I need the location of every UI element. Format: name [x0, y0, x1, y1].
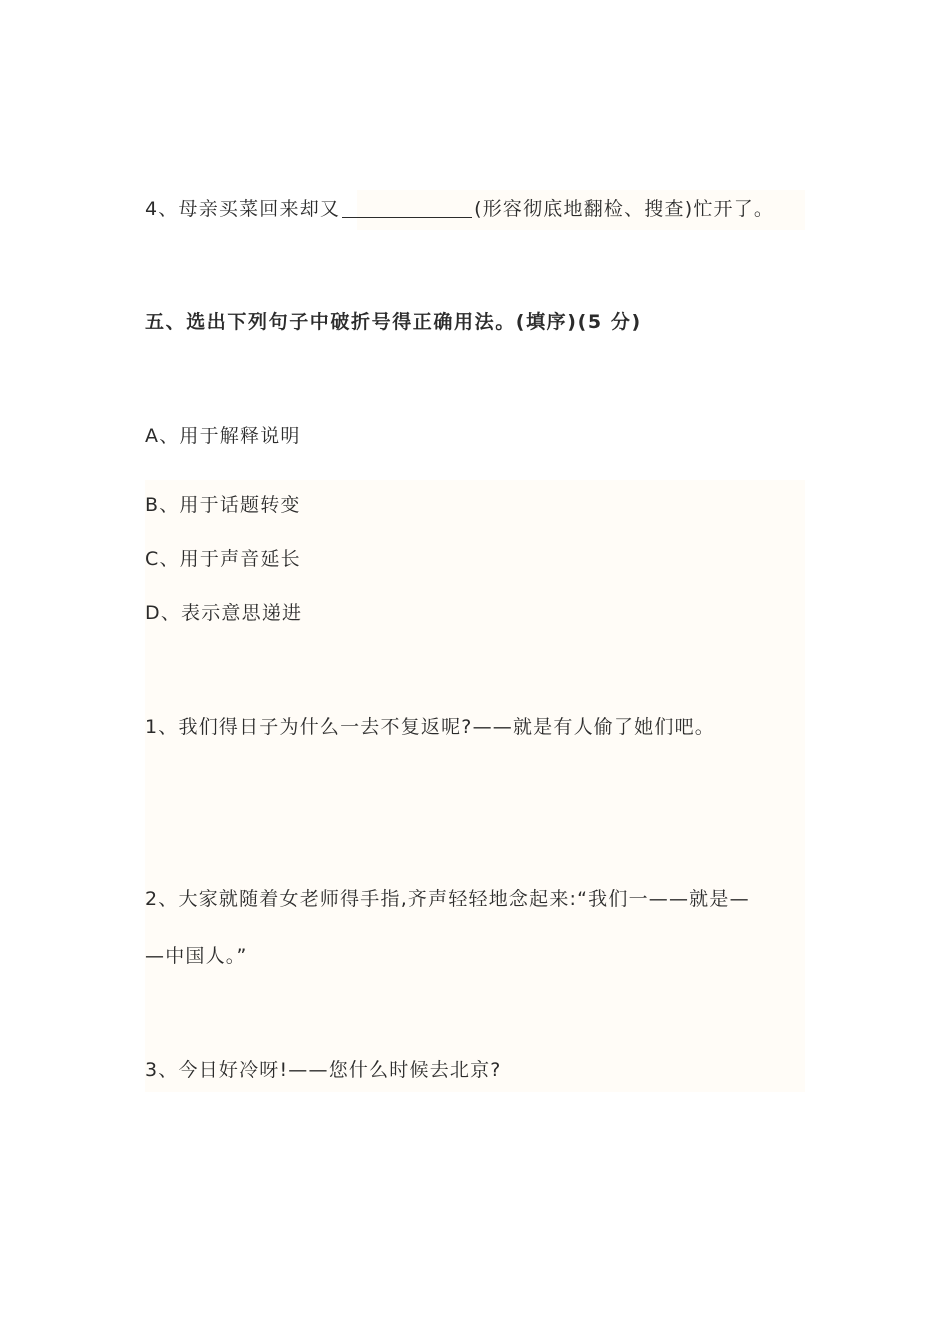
question-4-text-after: (形容彻底地翻检、搜查)忙开了。 — [474, 198, 775, 220]
option-a: A、用于解释说明 — [145, 425, 301, 447]
option-c: C、用于声音延长 — [145, 548, 301, 570]
option-d: D、表示意思递进 — [145, 602, 303, 624]
sentence-3: 3、今日好冷呀!——您什么时候去北京? — [145, 1059, 502, 1081]
sentence-2-line-2: —中国人。” — [145, 945, 248, 967]
sentence-1: 1、我们得日子为什么一去不复返呢?——就是有人偷了她们吧。 — [145, 716, 715, 738]
option-b: B、用于话题转变 — [145, 494, 301, 516]
question-4 — [145, 196, 774, 222]
question-4-text-before: 4、母亲买菜回来却又 — [145, 198, 341, 220]
answer-blank[interactable] — [342, 216, 472, 218]
section-5-heading: 五、选出下列句子中破折号得正确用法。(填序)(5 分) — [145, 311, 642, 333]
sentence-2-line-1: 2、大家就随着女老师得手指,齐声轻轻地念起来:“我们一——就是— — [145, 888, 750, 910]
